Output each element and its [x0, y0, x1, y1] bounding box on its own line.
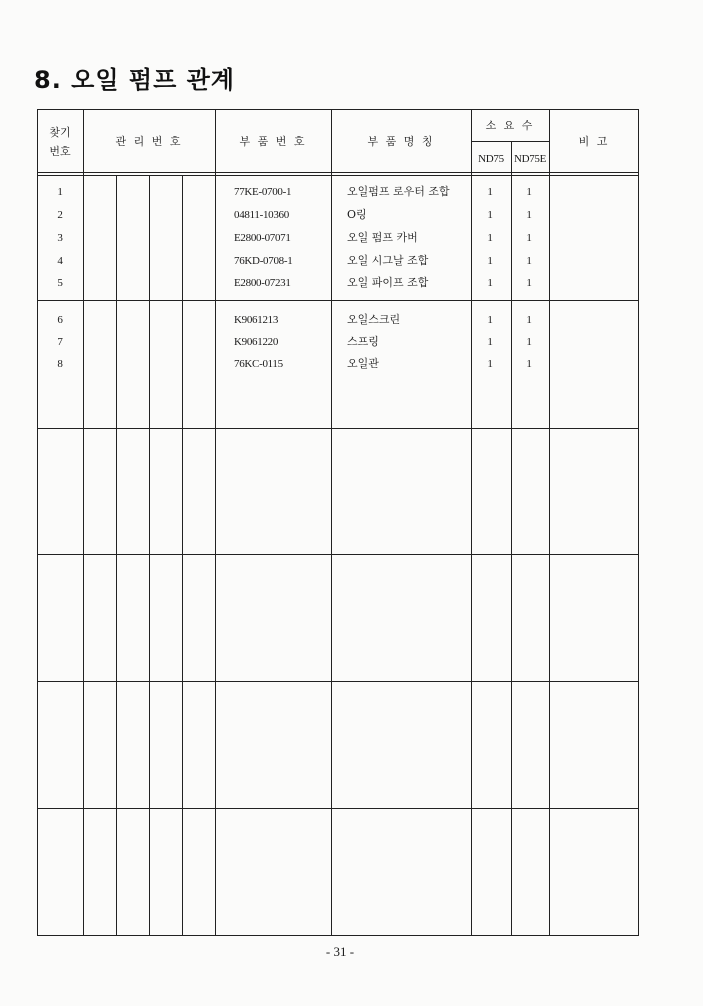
row-qty-nd75: 1 [487, 255, 493, 267]
row-qty-nd75: 1 [487, 277, 493, 289]
row-qty-nd75e: 1 [526, 232, 532, 244]
row-part-name: 오일펌프 로우터 조합 [347, 185, 450, 198]
row-no: 1 [57, 186, 63, 198]
row-part-name: 오일 파이프 조합 [347, 276, 429, 289]
page-number: - 31 - [325, 944, 355, 959]
row-part-name: 스프링 [347, 335, 379, 348]
row-part-no: 04811-10360 [234, 209, 289, 221]
row-no: 6 [57, 314, 63, 326]
header-management-no: 관 리 번 호 [115, 135, 183, 148]
page-title: 8. 오일 펌프 관계 [34, 66, 235, 94]
row-part-name: 오일 펌프 카버 [347, 231, 418, 244]
row-no: 2 [57, 209, 63, 221]
row-qty-nd75: 1 [487, 186, 493, 198]
row-part-name: 오일관 [347, 357, 379, 370]
row-no: 4 [57, 255, 63, 267]
row-qty-nd75: 1 [487, 314, 493, 326]
header-qty-nd75e: ND75E [513, 153, 547, 165]
row-no: 8 [57, 358, 63, 370]
row-part-name: 오일 시그날 조합 [347, 254, 429, 267]
row-part-no: 76KD-0708-1 [234, 255, 293, 267]
row-no: 3 [57, 232, 63, 244]
row-part-no: E2800-07071 [234, 232, 291, 244]
row-qty-nd75e: 1 [526, 358, 532, 370]
row-part-name: O링 [347, 208, 367, 221]
row-part-no: K9061213 [234, 314, 279, 326]
header-remarks: 비 고 [578, 135, 610, 148]
row-qty-nd75: 1 [487, 232, 493, 244]
row-qty-nd75: 1 [487, 358, 493, 370]
row-qty-nd75e: 1 [526, 314, 532, 326]
header-find-no: 찾기 [49, 126, 71, 139]
header-part-name: 부 품 명 칭 [367, 135, 435, 148]
header-part-no: 부 품 번 호 [239, 135, 307, 148]
row-qty-nd75e: 1 [526, 336, 532, 348]
row-qty-nd75: 1 [487, 209, 493, 221]
row-qty-nd75e: 1 [526, 186, 532, 198]
row-part-name: 오일스크린 [347, 313, 401, 326]
row-no: 5 [57, 277, 63, 289]
row-part-no: K9061220 [234, 336, 279, 348]
header-find-no-line2: 번호 [49, 145, 71, 158]
row-part-no: 76KC-0115 [234, 358, 283, 370]
row-no: 7 [57, 336, 63, 348]
row-qty-nd75e: 1 [526, 209, 532, 221]
row-qty-nd75: 1 [487, 336, 493, 348]
row-qty-nd75e: 1 [526, 255, 532, 267]
header-quantity: 소 요 수 [485, 119, 535, 132]
row-qty-nd75e: 1 [526, 277, 532, 289]
row-part-no: 77KE-0700-1 [234, 186, 292, 198]
header-qty-nd75: ND75 [478, 153, 504, 165]
row-part-no: E2800-07231 [234, 277, 291, 289]
